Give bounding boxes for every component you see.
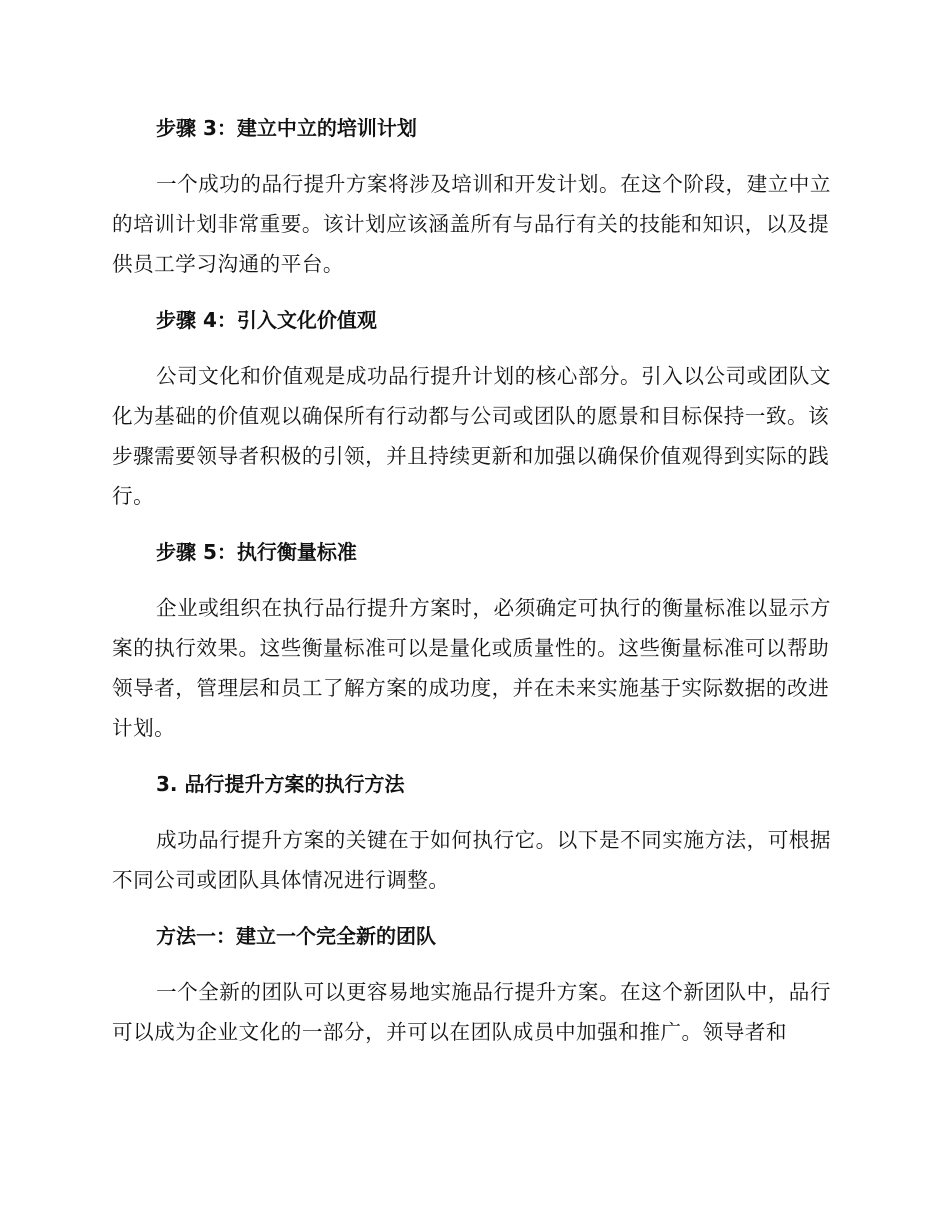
section-heading-step-5: 步骤 5：执行衡量标准 <box>156 540 357 564</box>
section-paragraph-method-1: 一个全新的团队可以更容易地实施品行提升方案。在这个新团队中，品行可以成为企业文化的一部分，并可以在团队成员中加强和推广。领导者和 <box>112 980 831 1044</box>
section-heading-step-3: 步骤 3：建立中立的培训计划 <box>156 116 417 140</box>
section-paragraph-step-5: 企业或组织在执行品行提升方案时，必须确定可执行的衡量标准以显示方案的执行效果。这些衡量标准可以是量化或质量性的。这些衡量标准可以帮助领导者，管理层和员工了解方案的成功度，并在未来实施基于实际数据的改进计划。 <box>112 596 831 740</box>
section-paragraph-execution-methods: 成功品行提升方案的关键在于如何执行它。以下是不同实施方法，可根据不同公司或团队具体情况进行调整。 <box>112 828 831 892</box>
document-body <box>112 108 832 1052</box>
section-paragraph-step-3: 一个成功的品行提升方案将涉及培训和开发计划。在这个阶段，建立中立的培训计划非常重要。该计划应该涵盖所有与品行有关的技能和知识，以及提供员工学习沟通的平台。 <box>112 172 831 276</box>
section-paragraph-step-4: 公司文化和价值观是成功品行提升计划的核心部分。引入以公司或团队文化为基础的价值观以确保所有行动都与公司或团队的愿景和目标保持一致。该步骤需要领导者积极的引领，并且持续更新和加强以确保价值观得到实际的践行。 <box>112 364 831 508</box>
section-heading-execution-methods: 3. 品行提升方案的执行方法 <box>156 772 405 796</box>
section-heading-step-4: 步骤 4：引入文化价值观 <box>156 308 377 332</box>
section-heading-method-1: 方法一：建立一个完全新的团队 <box>156 924 436 948</box>
